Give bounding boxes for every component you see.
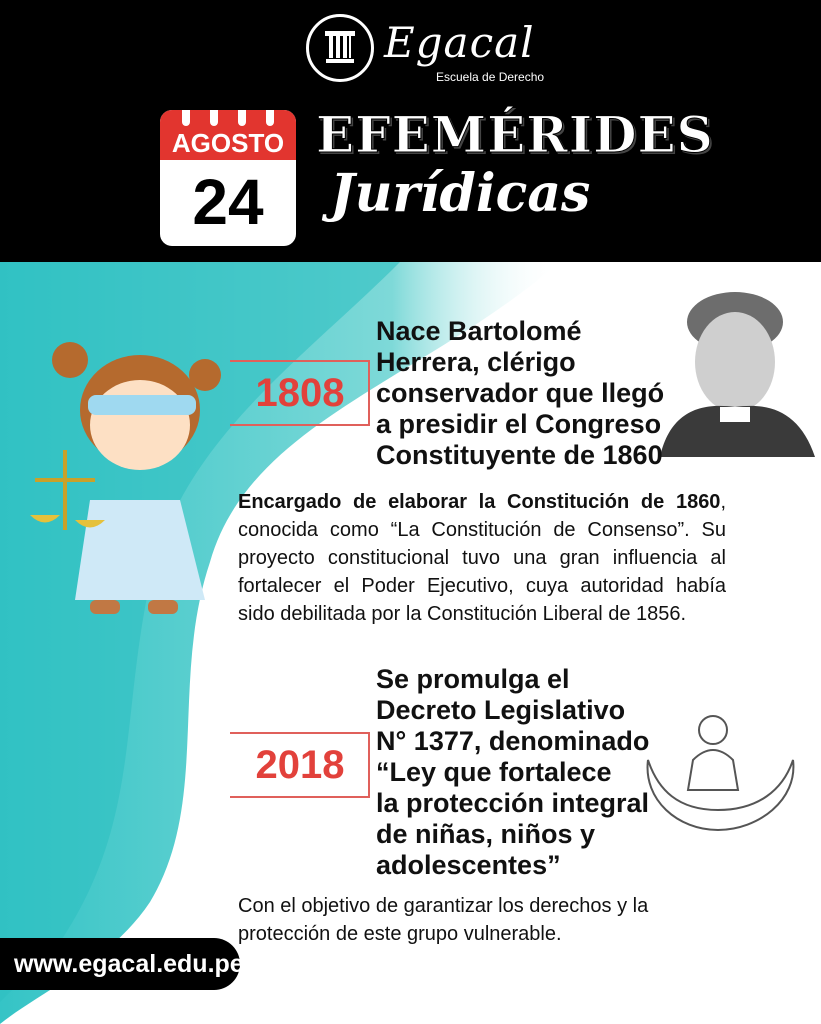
page-subtitle: Jurídicas xyxy=(330,163,591,224)
website-link[interactable]: www.egacal.edu.pe xyxy=(0,938,240,990)
event-year-1808: 1808 xyxy=(230,360,370,426)
justice-girl-illustration xyxy=(30,330,230,630)
event-headline-2018: Se promulga el Decreto Legislativo N° 1377, denominado “Ley que fortalece la protección integral de niñas, niños y adolescentes” xyxy=(376,664,650,880)
event-body-1808: Encargado de elaborar la Constitución de 1860, conocida como “La Constitución de Consenso”. Su proyecto constitucional tuvo una gran influencia al fortalecer el Poder Ejecutivo, cuya autoridad había sido debilitada por la Constitución Liberal de 1856. xyxy=(238,491,726,625)
bartolome-herrera-portrait xyxy=(660,282,815,457)
egacal-logo-icon xyxy=(306,14,374,82)
calendar-icon xyxy=(160,110,296,246)
event-body-2018: Con el objetivo de garantizar los derechos y la protección de este grupo vulnerable. xyxy=(238,895,649,945)
page-title: EFEMÉRIDES xyxy=(316,105,714,164)
calendar-day: 24 xyxy=(192,166,264,238)
event-year-2018: 2018 xyxy=(230,732,370,798)
brand-subtitle: Escuela de Derecho xyxy=(436,70,545,84)
event-headline-1808: Nace Bartolomé Herrera, clérigo conservador que llegó a presidir el Congreso Constituyente de 1860 xyxy=(376,316,665,470)
brand-name: Egacal xyxy=(384,18,535,67)
calendar-month: AGOSTO xyxy=(171,128,285,158)
header-band xyxy=(0,0,821,262)
